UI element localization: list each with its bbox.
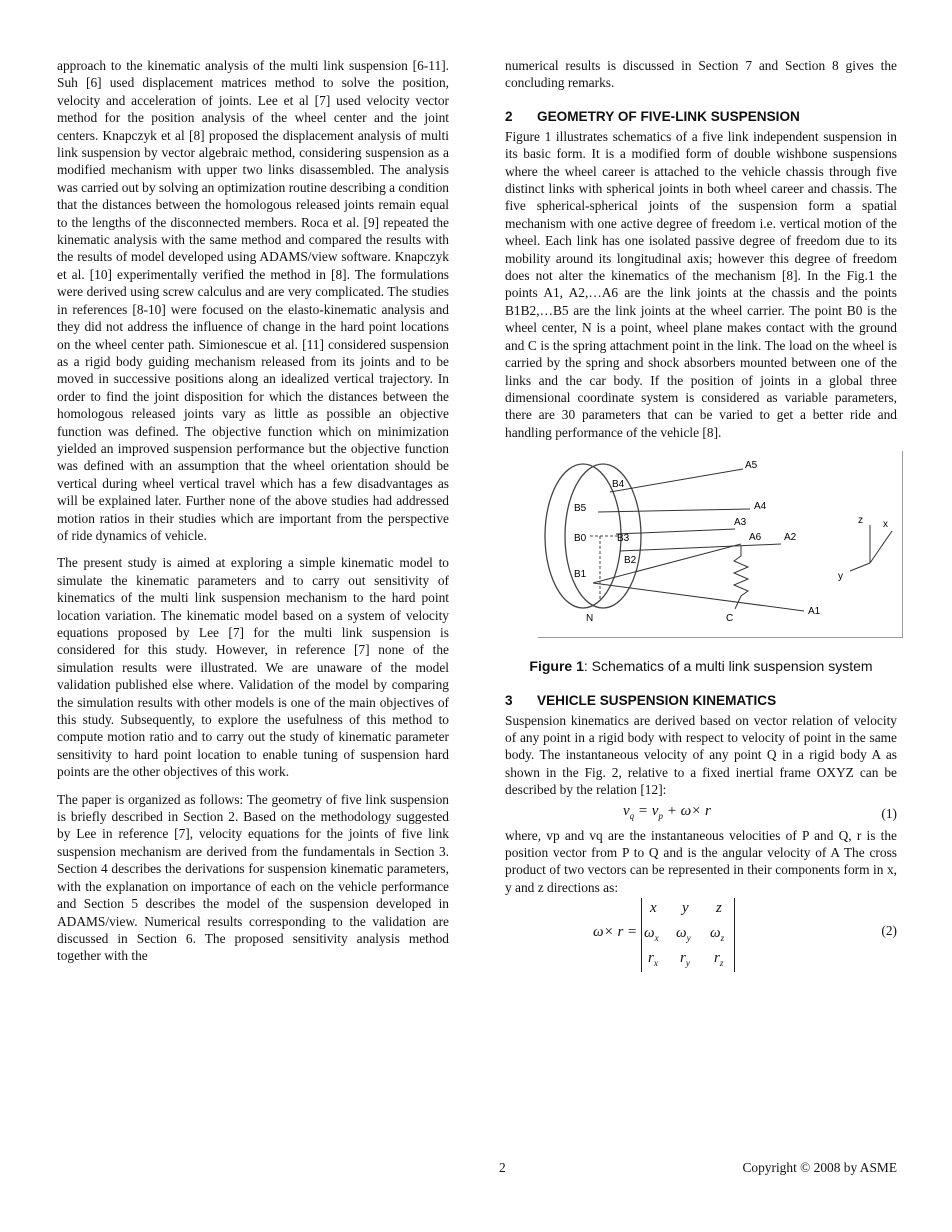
label-z: z xyxy=(858,515,863,527)
section-3-text: Suspension kinematics are derived based on vector relation of velocity of any point in a rigid body with respect to velocity of point in the same body. The instantaneous velocity of any point Q in a rigid body A as shown in the Fig. 2, relative to a fixed inertial frame OXYZ can be described by the relation [12]: xyxy=(505,712,897,798)
right-column xyxy=(505,57,897,974)
label-a4: A4 xyxy=(754,501,767,513)
label-b4: B4 xyxy=(612,479,625,491)
link-b4-a5 xyxy=(610,469,743,492)
spring xyxy=(734,546,748,609)
label-b2: B2 xyxy=(624,555,637,567)
section-3-number: 3 xyxy=(505,692,513,708)
label-b5: B5 xyxy=(574,503,587,515)
section-2-text: Figure 1 illustrates schematics of a five link independent suspension in its basic form. It is a modified form of double wishbone suspensions where the wheel career is attached to the vehicle chassis through five distinct links with spherical joints in both wheel career and chassis. The five spherical-spherical joints of the suspension form a spatial mechanism with one active degree of freedom i.e. vertical motion of the wheel. Each link has one isolated passive degree of freedom due to its mobility around its longitudinal axis; however this degree of freedom does not alter the kinematics of the mechanism [8]. In the Fig.1 the points A1, A2,…A6 are the link joints at the chassis and the points B1B2,…B5 are the link joints at the wheel carrier. The point B0 is the wheel center, N is a point, wheel plane makes contact with the ground and C is the spring attachment point in the link. The load on the wheel is carried by the spring and shock absorbers mounted between one of the links and the car body. If the position of joints in a global three dimensional coordinate system is considered as variable parameters, there are 30 parameters that can be varied to get a better ride and handling performance of the vehicle [8]. xyxy=(505,128,897,440)
label-n: N xyxy=(586,613,594,625)
where-text: where, vp and vq are the instantaneous velocities of P and Q, r is the position vector from P to Q and is the angular velocity of A The cross product of two vectors can be represented in their components form in x, y and z directions as: xyxy=(505,827,897,895)
page-number: 2 xyxy=(499,1160,506,1175)
section-2-heading xyxy=(505,108,897,125)
label-a1: A1 xyxy=(808,606,821,618)
label-y: y xyxy=(838,571,843,583)
label-x: x xyxy=(883,519,888,531)
label-a5: A5 xyxy=(745,460,758,472)
link-b3-a3 xyxy=(616,529,735,534)
x-axis xyxy=(870,531,892,563)
equation-1 xyxy=(505,803,897,825)
figure-1-schematic xyxy=(538,451,903,638)
equation-1-number: (1) xyxy=(881,805,897,821)
label-b3: B3 xyxy=(617,533,630,545)
suspension-diagram xyxy=(538,451,902,637)
equation-2-lhs: ω× r = xyxy=(593,924,638,941)
figure-1-caption-text: : Schematics of a multi link suspension system xyxy=(583,658,873,675)
paragraph-organization: The paper is organized as follows: The geometry of five link suspension is briefly described in Section 2. Based on the methodology suggested by Lee in reference [7], velocity equations for the joints of five link suspension mechanism are derived from the fundamentals in Section 3. Section 4 describes the derivations for suspension kinematic parameters, with the explanation on importance of each on the vehicle performance and Section 5 describes the model of the suspension developed in ADAMS/view. Numerical results corresponding to the validation are discussed in Section 6. The proposed sensitivity analysis method together with the xyxy=(57,791,449,964)
link-b2-a2 xyxy=(620,544,781,551)
link-b1-a1 xyxy=(593,583,804,611)
equation-2 xyxy=(505,898,897,974)
section-3-heading xyxy=(505,692,897,709)
section-2-title: GEOMETRY OF FIVE-LINK SUSPENSION xyxy=(537,108,800,124)
equation-1-body: $v_q = v_p + \omega\times r$ xyxy=(623,802,711,821)
paragraph-intro-continued: numerical results is discussed in Section 7 and Section 8 gives the concluding remarks. xyxy=(505,58,897,91)
label-a3: A3 xyxy=(734,517,747,529)
link-b5-a4 xyxy=(598,509,750,512)
copyright: Copyright © 2008 by ASME xyxy=(742,1160,897,1175)
section-2-number: 2 xyxy=(505,108,513,124)
label-a6: A6 xyxy=(749,532,762,544)
figure-1-caption-label: Figure 1 xyxy=(529,658,584,675)
paragraph-related-work: approach to the kinematic analysis of the multi link suspension [6-11]. Suh [6] used displacement matrices method to solve the position, velocity and acceleration of joints. Lee et al [7] used velocity vector method for the position analysis of the wheel center and the joint centers. Knapczyk et al [8] proposed the displacement analysis of multi link suspension by vector algebraic method, considering suspension as a modified mechanism with upper two links disassembled. The analysis was carried out by solving an optimization routine describing a condition that the distances between the homologous released joints remain equal to the lengths of the disconnected members. Roca et al. [9] repeated the kinematic analysis with the same method and compared the results with the results of model developed using ADAMS/view software. Knapczyk et al. [10] experimentally verified the method in [8]. The formulations were derived using screw calculus and are very complicated. The studies in references [8-10] were focused on the elasto-kinematic analysis and they did not address the influence of change in the hard point locations on the wheel center path. Simionescue et al. [11] considered suspension as a rigid body guiding mechanism released from its joints and to be moved in successive positions along an idealized vertical trajectory. In order to find the joint disposition for which the distances between the homologous released joints vary as little as possible an objective function was defined. The objective function which on minimization yielded an improved suspension performance but the objective function was defined with an assumption that the wheel orientation should be vertical during wheel vertical travel which has a few disadvantages as will be explained later. Further none of the above studies had addressed motion ratios in their studies which are important from the perspective of ride dynamics of vehicle. xyxy=(57,58,449,543)
y-axis xyxy=(850,563,870,571)
label-c: C xyxy=(726,613,734,625)
label-b0: B0 xyxy=(574,533,587,545)
equation-2-determinant: x y z $\omega_x$ $\omega_y$ $\omega_z$ $r_x$ $r_y$ $r_z$ xyxy=(641,898,735,972)
equation-2-number: (2) xyxy=(881,923,897,939)
paragraph-objectives: The present study is aimed at exploring a simple kinematic model to simulate the kinematic parameters and to carry out sensitivity of kinematics of the multi link suspension mechanism to the hard point location variation. The kinematic model based on a system of velocity equations proposed by Lee [7] for the multi link suspension is considered for this study. However, in reference [7] none of the simulation results were illustrated. We are unaware of the model validation published else where. Validation of the model by comparing the simulation results with other models is one of the main objectives of this study. Subsequently, to explore the usefulness of this method to compute motion ratio and to carry out the study of kinematic parameter sensitivity to hard point location to enable tuning of suspension hard points are the other objectives of this work. xyxy=(57,555,449,780)
figure-1-caption xyxy=(505,658,897,675)
section-3-title: VEHICLE SUSPENSION KINEMATICS xyxy=(537,692,777,708)
label-a2: A2 xyxy=(784,532,797,544)
link-b1-a6 xyxy=(593,544,741,583)
left-column xyxy=(57,57,449,975)
label-b1: B1 xyxy=(574,569,587,581)
